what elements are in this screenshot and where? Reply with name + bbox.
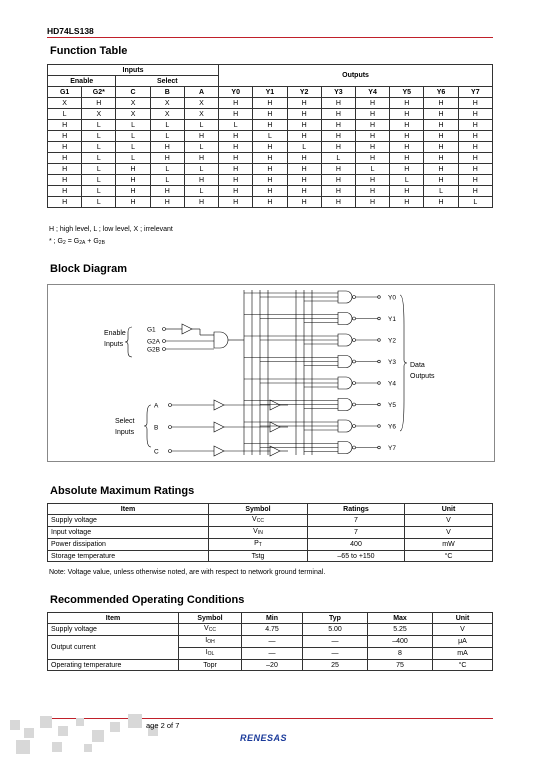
table-cell: 400 <box>308 539 405 551</box>
table-row <box>48 551 493 562</box>
table-cell: H <box>424 109 458 120</box>
output-label-y1: Y1 <box>388 316 396 323</box>
table-cell: L <box>116 142 150 153</box>
table-cell: L <box>82 120 116 131</box>
output-label-y7: Y7 <box>388 445 396 452</box>
block-diagram-svg <box>48 285 494 461</box>
outputs-group-header: Outputs <box>219 65 493 87</box>
table-cell: H <box>390 131 424 142</box>
table-cell: L <box>219 120 253 131</box>
table-cell: H <box>458 186 492 197</box>
data-label: Data <box>410 362 425 369</box>
select-label: Select <box>115 418 135 425</box>
table-cell: H <box>458 153 492 164</box>
table-cell: H <box>253 153 287 164</box>
table-cell: H <box>355 120 389 131</box>
nand-gate <box>338 420 352 432</box>
table-cell: H <box>48 186 82 197</box>
table-cell: H <box>116 164 150 175</box>
table-cell: H <box>390 109 424 120</box>
table-cell: X <box>82 109 116 120</box>
table-cell: L <box>48 109 82 120</box>
table-cell: H <box>287 109 321 120</box>
page-number: age 2 of 7 <box>146 721 180 730</box>
abs-col-unit: Unit <box>405 504 493 515</box>
table-cell: Storage temperature <box>48 551 209 562</box>
table-cell: H <box>458 164 492 175</box>
output-terminal <box>378 403 381 406</box>
table-cell: L <box>355 164 389 175</box>
table-cell: H <box>321 120 355 131</box>
rec-op-table <box>47 612 493 671</box>
function-table-note-1: H ; high level, L ; low level, X ; irrelevant <box>49 226 173 233</box>
table-cell: H <box>82 98 116 109</box>
table-cell: H <box>184 131 218 142</box>
abs-col-symbol: Symbol <box>209 504 308 515</box>
table-cell: X <box>150 98 184 109</box>
table-row <box>48 120 493 131</box>
table-cell: L <box>82 175 116 186</box>
table-row <box>48 98 493 109</box>
nand-gate <box>338 442 352 454</box>
output-label-y4: Y4 <box>388 380 396 388</box>
output-terminal <box>378 317 381 320</box>
block-diagram-title: Block Diagram <box>50 263 128 275</box>
outputs-label: Outputs <box>410 373 435 380</box>
table-cell: H <box>184 175 218 186</box>
table-cell: H <box>116 175 150 186</box>
pin-terminal <box>169 426 172 429</box>
table-cell: 7 <box>308 527 405 539</box>
table-cell: H <box>253 164 287 175</box>
table-cell: H <box>219 186 253 197</box>
col-header: Y1 <box>253 87 287 98</box>
output-label-y3: Y3 <box>388 359 396 366</box>
table-cell: H <box>48 164 82 175</box>
table-row <box>48 153 493 164</box>
table-cell: H <box>424 175 458 186</box>
table-cell: H <box>219 175 253 186</box>
abs-max-title: Absolute Maximum Ratings <box>50 485 195 497</box>
table-cell: H <box>287 153 321 164</box>
table-cell: H <box>287 175 321 186</box>
nand-gate <box>338 377 352 389</box>
table-cell: X <box>116 109 150 120</box>
table-cell: H <box>219 164 253 175</box>
table-cell: H <box>321 164 355 175</box>
col-header: Y0 <box>219 87 253 98</box>
table-cell: H <box>321 175 355 186</box>
table-cell: H <box>390 164 424 175</box>
col-header: G1 <box>48 87 82 98</box>
select-group-header: Select <box>116 76 219 87</box>
abs-max-table <box>47 503 493 562</box>
output-terminal <box>378 446 381 449</box>
table-cell: L <box>184 164 218 175</box>
table-row <box>48 164 493 175</box>
table-cell: –65 to +150 <box>308 551 405 562</box>
table-row <box>48 109 493 120</box>
table-cell: L <box>116 120 150 131</box>
table-cell: H <box>150 142 184 153</box>
col-header: Y3 <box>321 87 355 98</box>
table-cell: L <box>390 175 424 186</box>
table-cell: mW <box>405 539 493 551</box>
col-header: Y5 <box>390 87 424 98</box>
table-cell: L <box>184 142 218 153</box>
table-cell: H <box>184 153 218 164</box>
table-cell: L <box>116 153 150 164</box>
nand-gate <box>338 291 352 303</box>
function-table-title: Function Table <box>50 45 128 57</box>
table-cell: H <box>253 175 287 186</box>
nand-gate <box>338 399 352 411</box>
table-cell: H <box>219 197 253 208</box>
table-cell: H <box>253 142 287 153</box>
table-cell: L <box>253 131 287 142</box>
table-row <box>48 515 493 527</box>
pin-terminal <box>163 328 166 331</box>
table-cell: H <box>424 153 458 164</box>
table-cell: H <box>48 131 82 142</box>
table-cell: V <box>405 527 493 539</box>
pin-label-g1: G1 <box>147 326 156 334</box>
table-cell: H <box>287 131 321 142</box>
roc-col-item: Item <box>48 613 179 624</box>
table-cell: L <box>424 186 458 197</box>
table-cell: H <box>458 131 492 142</box>
table-cell: H <box>253 197 287 208</box>
table-cell: L <box>116 131 150 142</box>
nand-gate <box>338 313 352 325</box>
table-cell: H <box>424 98 458 109</box>
output-label-y0: Y0 <box>388 294 396 302</box>
function-table <box>47 64 493 208</box>
table-cell: H <box>458 175 492 186</box>
output-terminal <box>378 296 381 299</box>
pin-terminal <box>169 404 172 407</box>
table-row: $I_{OL}$ — — 8 mA <box>48 648 493 660</box>
header-rule <box>47 37 493 38</box>
table-row <box>48 197 493 208</box>
table-row: Supply voltage $V_{CC}$ 4.75 5.00 5.25 V <box>48 624 493 636</box>
renesas-logo: RENESAS <box>240 733 288 743</box>
enable-inputs-label: Inputs <box>104 341 124 348</box>
table-cell: H <box>287 120 321 131</box>
pin-label-a: A <box>154 402 159 410</box>
table-cell: H <box>287 197 321 208</box>
table-cell: H <box>390 197 424 208</box>
table-cell: H <box>48 175 82 186</box>
table-cell: L <box>82 142 116 153</box>
table-cell: L <box>82 186 116 197</box>
function-table-note-2: * ; $G_2 = G_{2A} + G_{2B}$ <box>49 238 105 246</box>
roc-col-typ: Typ <box>303 613 368 624</box>
table-cell: H <box>150 197 184 208</box>
output-label-y5: Y5 <box>388 402 396 409</box>
col-header: B <box>150 87 184 98</box>
table-cell: H <box>390 98 424 109</box>
table-cell: H <box>116 197 150 208</box>
col-header: A <box>184 87 218 98</box>
table-cell: H <box>424 142 458 153</box>
table-cell: H <box>287 164 321 175</box>
table-cell: H <box>219 131 253 142</box>
enable-group-header: Enable <box>48 76 116 87</box>
output-terminal <box>378 382 381 385</box>
table-cell: L <box>321 153 355 164</box>
table-cell: H <box>424 131 458 142</box>
table-cell: 7 <box>308 515 405 527</box>
table-cell: H <box>390 186 424 197</box>
output-terminal <box>378 339 381 342</box>
col-header: Y2 <box>287 87 321 98</box>
table-row <box>48 142 493 153</box>
roc-col-max: Max <box>368 613 433 624</box>
table-cell: H <box>321 197 355 208</box>
abs-col-ratings: Ratings <box>308 504 405 515</box>
rec-op-title: Recommended Operating Conditions <box>50 594 245 606</box>
table-cell: H <box>355 142 389 153</box>
table-cell: L <box>82 131 116 142</box>
table-cell: H <box>390 142 424 153</box>
pin-label-c: C <box>154 448 159 456</box>
table-cell: L <box>458 197 492 208</box>
table-row: Output current $I_{OH}$ — — –400 μA <box>48 636 493 648</box>
table-cell: H <box>355 131 389 142</box>
table-cell: H <box>321 98 355 109</box>
col-header: Y7 <box>458 87 492 98</box>
table-cell: V <box>405 515 493 527</box>
table-cell: H <box>48 142 82 153</box>
table-cell: X <box>150 109 184 120</box>
watermark-logo <box>0 700 180 768</box>
roc-col-unit: Unit <box>433 613 493 624</box>
table-cell: H <box>390 120 424 131</box>
table-row <box>48 186 493 197</box>
table-cell: L <box>184 186 218 197</box>
table-cell: H <box>253 120 287 131</box>
table-cell: H <box>424 164 458 175</box>
table-cell: H <box>48 120 82 131</box>
table-cell: X <box>116 98 150 109</box>
table-cell: H <box>321 109 355 120</box>
table-cell: H <box>355 186 389 197</box>
inputs-group-header: Inputs <box>48 65 219 76</box>
pin-label-b: B <box>154 424 159 432</box>
table-cell: H <box>219 142 253 153</box>
table-cell: H <box>253 98 287 109</box>
table-cell: X <box>184 109 218 120</box>
table-cell: H <box>253 109 287 120</box>
table-cell: Tstg <box>209 551 308 562</box>
roc-col-min: Min <box>242 613 303 624</box>
table-cell: L <box>184 120 218 131</box>
pin-label-g2a: G2A <box>147 338 161 346</box>
output-label-y2: Y2 <box>388 337 396 345</box>
pin-terminal <box>169 450 172 453</box>
table-cell: H <box>48 197 82 208</box>
abs-col-item: Item <box>48 504 209 515</box>
table-row <box>48 527 493 539</box>
table-cell: Supply voltage <box>48 515 209 527</box>
table-cell: H <box>321 131 355 142</box>
table-cell: H <box>321 186 355 197</box>
table-cell: X <box>184 98 218 109</box>
table-cell: $V_{IN}$ <box>209 527 308 539</box>
table-cell: H <box>219 153 253 164</box>
table-cell: H <box>253 186 287 197</box>
table-row <box>48 175 493 186</box>
block-diagram-frame <box>47 284 495 462</box>
roc-col-symbol: Symbol <box>179 613 242 624</box>
table-cell: H <box>150 186 184 197</box>
table-cell: L <box>150 131 184 142</box>
pin-terminal <box>163 348 166 351</box>
table-cell: H <box>219 109 253 120</box>
table-cell: H <box>355 153 389 164</box>
output-terminal <box>378 360 381 363</box>
table-cell: L <box>287 142 321 153</box>
table-cell: H <box>150 153 184 164</box>
table-cell: H <box>355 175 389 186</box>
table-cell: L <box>150 120 184 131</box>
pin-terminal <box>163 340 166 343</box>
col-header: Y4 <box>355 87 389 98</box>
table-cell: H <box>424 120 458 131</box>
table-cell: H <box>355 197 389 208</box>
table-cell: L <box>82 153 116 164</box>
table-cell: Power dissipation <box>48 539 209 551</box>
table-cell: L <box>150 175 184 186</box>
table-cell: L <box>82 197 116 208</box>
table-cell: H <box>355 109 389 120</box>
table-cell: °C <box>405 551 493 562</box>
table-cell: H <box>458 109 492 120</box>
table-cell: H <box>321 142 355 153</box>
page-header-title: HD74LS138 <box>47 26 94 36</box>
col-header: Y6 <box>424 87 458 98</box>
table-cell: H <box>458 142 492 153</box>
nand-gate <box>338 334 352 346</box>
pin-label-g2b: G2B <box>147 346 161 354</box>
table-cell: H <box>458 120 492 131</box>
table-cell: H <box>355 98 389 109</box>
table-row: Operating temperature Topr –20 25 75 °C <box>48 660 493 671</box>
table-cell: H <box>287 98 321 109</box>
table-cell: L <box>82 164 116 175</box>
table-cell: H <box>48 153 82 164</box>
table-cell: L <box>150 164 184 175</box>
table-cell: H <box>219 98 253 109</box>
table-row <box>48 539 493 551</box>
table-cell: H <box>116 186 150 197</box>
select-inputs-label: Inputs <box>115 429 135 436</box>
table-row <box>48 131 493 142</box>
table-cell: Input voltage <box>48 527 209 539</box>
col-header: C <box>116 87 150 98</box>
nand-gate <box>338 356 352 368</box>
table-cell: H <box>287 186 321 197</box>
table-cell: $P_T$ <box>209 539 308 551</box>
table-cell: H <box>458 98 492 109</box>
output-terminal <box>378 425 381 428</box>
output-label-y6: Y6 <box>388 423 396 431</box>
table-cell: $V_{CC}$ <box>209 515 308 527</box>
col-header: G2* <box>82 87 116 98</box>
table-cell: H <box>424 197 458 208</box>
abs-max-note: Note: Voltage value, unless otherwise noted, are with respect to network ground terminal. <box>49 569 326 576</box>
table-cell: H <box>390 153 424 164</box>
table-cell: X <box>48 98 82 109</box>
table-cell: H <box>184 197 218 208</box>
enable-label: Enable <box>104 330 126 337</box>
